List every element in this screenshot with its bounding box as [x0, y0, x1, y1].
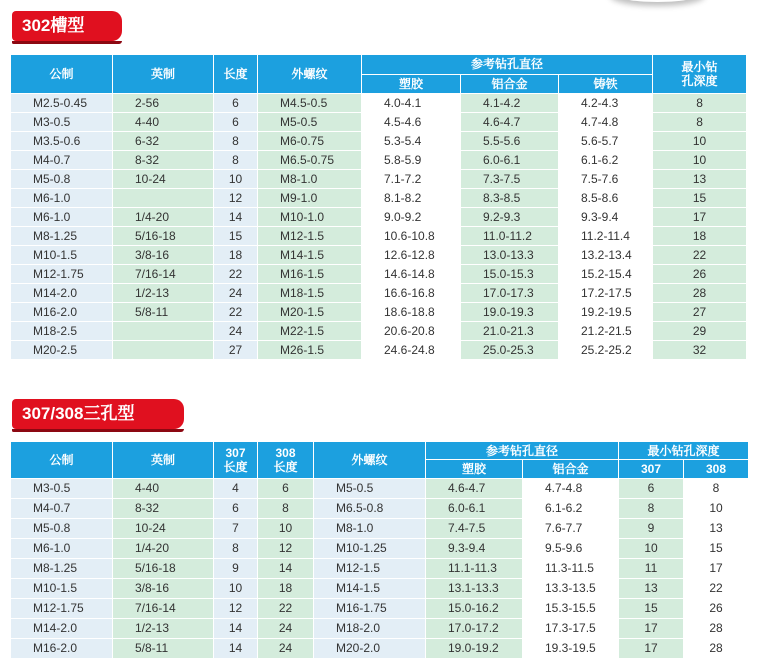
- cell-min-depth: 8: [653, 113, 747, 132]
- cell-outer-thread: M12-1.5: [314, 559, 426, 579]
- cell-min-depth: 17: [653, 208, 747, 227]
- cell-length: 6: [214, 94, 258, 113]
- cell-depth-307: 11: [619, 559, 684, 579]
- cell-length-308: 24: [258, 639, 314, 659]
- cell-min-depth: 27: [653, 303, 747, 322]
- cell-metric: M3-0.5: [11, 113, 113, 132]
- cell-imperial: 8-32: [113, 151, 214, 170]
- cell-plastic: 20.6-20.8: [362, 322, 461, 341]
- cell-imperial: 5/8-11: [113, 303, 214, 322]
- cell-imperial: 3/8-16: [113, 246, 214, 265]
- cell-cast-iron: 9.3-9.4: [559, 208, 653, 227]
- decorative-shadow: [610, 0, 705, 2]
- cell-min-depth: 26: [653, 265, 747, 284]
- cell-aluminum: 6.0-6.1: [461, 151, 559, 170]
- cell-length-308: 6: [258, 479, 314, 499]
- cell-length-308: 8: [258, 499, 314, 519]
- table-row: [11, 499, 749, 519]
- header-depth-307: 307: [619, 460, 684, 479]
- cell-imperial: 10-24: [113, 519, 214, 539]
- header-aluminum: 铝合金: [523, 460, 619, 479]
- cell-length-307: 10: [214, 579, 258, 599]
- cell-aluminum: 9.2-9.3: [461, 208, 559, 227]
- cell-cast-iron: 19.2-19.5: [559, 303, 653, 322]
- cell-metric: M16-2.0: [11, 303, 113, 322]
- cell-depth-308: 17: [684, 559, 749, 579]
- cell-depth-308: 28: [684, 639, 749, 659]
- cell-aluminum: 15.0-15.3: [461, 265, 559, 284]
- cell-aluminum: 7.3-7.5: [461, 170, 559, 189]
- header-plastic: 塑胶: [362, 74, 461, 94]
- cell-metric: M2.5-0.45: [11, 94, 113, 113]
- cell-outer-thread: M14-1.5: [314, 579, 426, 599]
- cell-depth-307: 17: [619, 639, 684, 659]
- cell-metric: M6-1.0: [11, 208, 113, 227]
- table-row: [11, 341, 747, 360]
- cell-plastic: 17.0-17.2: [426, 619, 523, 639]
- cell-imperial: 1/4-20: [113, 208, 214, 227]
- cell-plastic: 10.6-10.8: [362, 227, 461, 246]
- header-length-307-label: 长度: [223, 460, 248, 474]
- cell-plastic: 24.6-24.8: [362, 341, 461, 360]
- section-tag-302: 302槽型: [12, 11, 122, 41]
- table-row: [11, 559, 749, 579]
- cell-metric: M6-1.0: [11, 539, 113, 559]
- table-row: [11, 265, 747, 284]
- cell-imperial: 1/2-13: [113, 619, 214, 639]
- table-row: [11, 189, 747, 208]
- table-row: [11, 322, 747, 341]
- cell-plastic: 13.1-13.3: [426, 579, 523, 599]
- cell-aluminum: 19.0-19.3: [461, 303, 559, 322]
- cell-imperial: 1/2-13: [113, 284, 214, 303]
- table-row: [11, 170, 747, 189]
- cell-imperial: 1/4-20: [113, 539, 214, 559]
- header-length-308-num: 308: [275, 446, 296, 460]
- header-aluminum: 铝合金: [461, 74, 559, 94]
- cell-aluminum: 9.5-9.6: [523, 539, 619, 559]
- cell-imperial: 7/16-14: [113, 599, 214, 619]
- cell-plastic: 9.3-9.4: [426, 539, 523, 559]
- cell-min-depth: 8: [653, 94, 747, 113]
- cell-plastic: 8.1-8.2: [362, 189, 461, 208]
- cell-imperial: 8-32: [113, 499, 214, 519]
- cell-length-308: 22: [258, 599, 314, 619]
- cell-aluminum: 19.3-19.5: [523, 639, 619, 659]
- cell-depth-307: 9: [619, 519, 684, 539]
- cell-imperial: 10-24: [113, 170, 214, 189]
- cell-length-307: 14: [214, 619, 258, 639]
- cell-outer-thread: M5-0.5: [314, 479, 426, 499]
- cell-metric: M16-2.0: [11, 639, 113, 659]
- cell-min-depth: 10: [653, 132, 747, 151]
- cell-min-depth: 28: [653, 284, 747, 303]
- cell-metric: M18-2.5: [11, 322, 113, 341]
- cell-outer-thread: M14-1.5: [258, 246, 362, 265]
- cell-depth-308: 22: [684, 579, 749, 599]
- cell-depth-308: 10: [684, 499, 749, 519]
- cell-plastic: 6.0-6.1: [426, 499, 523, 519]
- cell-length-307: 7: [214, 519, 258, 539]
- cell-length: 12: [214, 189, 258, 208]
- header-outer-thread: 外螺纹: [258, 55, 362, 94]
- cell-length-308: 18: [258, 579, 314, 599]
- cell-aluminum: 15.3-15.5: [523, 599, 619, 619]
- cell-plastic: 5.3-5.4: [362, 132, 461, 151]
- cell-outer-thread: M18-2.0: [314, 619, 426, 639]
- cell-outer-thread: M16-1.5: [258, 265, 362, 284]
- cell-aluminum: 17.0-17.3: [461, 284, 559, 303]
- cell-outer-thread: M6.5-0.75: [258, 151, 362, 170]
- header-metric: 公制: [11, 55, 113, 94]
- cell-metric: M10-1.5: [11, 579, 113, 599]
- cell-depth-308: 28: [684, 619, 749, 639]
- table-row: [11, 113, 747, 132]
- cell-aluminum: 25.0-25.3: [461, 341, 559, 360]
- cell-outer-thread: M20-2.0: [314, 639, 426, 659]
- cell-plastic: 7.1-7.2: [362, 170, 461, 189]
- cell-depth-307: 15: [619, 599, 684, 619]
- cell-length-307: 9: [214, 559, 258, 579]
- cell-length: 27: [214, 341, 258, 360]
- cell-depth-308: 26: [684, 599, 749, 619]
- header-cast-iron: 铸铁: [559, 74, 653, 94]
- cell-length: 8: [214, 132, 258, 151]
- table-row: [11, 599, 749, 619]
- cell-length: 18: [214, 246, 258, 265]
- cell-imperial: 2-56: [113, 94, 214, 113]
- cell-min-depth: 10: [653, 151, 747, 170]
- table-row: [11, 132, 747, 151]
- cell-metric: M3.5-0.6: [11, 132, 113, 151]
- table-row: [11, 151, 747, 170]
- header-length-308-label: 长度: [273, 460, 298, 474]
- cell-aluminum: 13.0-13.3: [461, 246, 559, 265]
- header-min-depth: 最小钻孔深度: [619, 442, 749, 460]
- cell-outer-thread: M12-1.5: [258, 227, 362, 246]
- cell-plastic: 4.5-4.6: [362, 113, 461, 132]
- cell-outer-thread: M5-0.5: [258, 113, 362, 132]
- cell-outer-thread: M6-0.75: [258, 132, 362, 151]
- cell-cast-iron: 15.2-15.4: [559, 265, 653, 284]
- table-row: [11, 479, 749, 499]
- cell-metric: M20-2.5: [11, 341, 113, 360]
- table-row: [11, 539, 749, 559]
- cell-aluminum: 4.7-4.8: [523, 479, 619, 499]
- cell-imperial: 4-40: [113, 479, 214, 499]
- cell-min-depth: 29: [653, 322, 747, 341]
- cell-outer-thread: M20-1.5: [258, 303, 362, 322]
- cell-outer-thread: M6.5-0.8: [314, 499, 426, 519]
- cell-length-307: 14: [214, 639, 258, 659]
- cell-cast-iron: 21.2-21.5: [559, 322, 653, 341]
- cell-aluminum: 4.1-4.2: [461, 94, 559, 113]
- cell-length-307: 12: [214, 599, 258, 619]
- spec-table-307-308: [10, 441, 749, 659]
- cell-metric: M4-0.7: [11, 499, 113, 519]
- cell-plastic: 11.1-11.3: [426, 559, 523, 579]
- cell-length: 14: [214, 208, 258, 227]
- spec-table-302: [10, 54, 747, 360]
- cell-length: 22: [214, 303, 258, 322]
- cell-length-308: 12: [258, 539, 314, 559]
- cell-plastic: 7.4-7.5: [426, 519, 523, 539]
- cell-depth-308: 15: [684, 539, 749, 559]
- cell-length: 24: [214, 322, 258, 341]
- cell-imperial: 5/16-18: [113, 227, 214, 246]
- cell-aluminum: 11.0-11.2: [461, 227, 559, 246]
- cell-aluminum: 11.3-11.5: [523, 559, 619, 579]
- cell-metric: M14-2.0: [11, 284, 113, 303]
- cell-aluminum: 8.3-8.5: [461, 189, 559, 208]
- cell-length: 8: [214, 151, 258, 170]
- cell-metric: M12-1.75: [11, 265, 113, 284]
- cell-min-depth: 13: [653, 170, 747, 189]
- cell-outer-thread: M18-1.5: [258, 284, 362, 303]
- cell-length-308: 24: [258, 619, 314, 639]
- cell-outer-thread: M16-1.75: [314, 599, 426, 619]
- cell-imperial: 3/8-16: [113, 579, 214, 599]
- cell-aluminum: 7.6-7.7: [523, 519, 619, 539]
- cell-depth-308: 13: [684, 519, 749, 539]
- cell-length: 24: [214, 284, 258, 303]
- table-row: [11, 303, 747, 322]
- table-row: [11, 639, 749, 659]
- header-imperial: 英制: [113, 55, 214, 94]
- cell-outer-thread: M26-1.5: [258, 341, 362, 360]
- cell-plastic: 16.6-16.8: [362, 284, 461, 303]
- cell-outer-thread: M10-1.25: [314, 539, 426, 559]
- table-row: [11, 619, 749, 639]
- cell-plastic: 19.0-19.2: [426, 639, 523, 659]
- cell-cast-iron: 17.2-17.5: [559, 284, 653, 303]
- cell-aluminum: 21.0-21.3: [461, 322, 559, 341]
- header-depth-308: 308: [684, 460, 749, 479]
- cell-imperial: 6-32: [113, 132, 214, 151]
- cell-plastic: 15.0-16.2: [426, 599, 523, 619]
- cell-outer-thread: M8-1.0: [258, 170, 362, 189]
- cell-aluminum: 5.5-5.6: [461, 132, 559, 151]
- cell-metric: M8-1.25: [11, 559, 113, 579]
- cell-metric: M4-0.7: [11, 151, 113, 170]
- cell-plastic: 4.0-4.1: [362, 94, 461, 113]
- cell-cast-iron: 5.6-5.7: [559, 132, 653, 151]
- cell-length: 22: [214, 265, 258, 284]
- header-metric: 公制: [11, 442, 113, 479]
- header-outer-thread: 外螺纹: [314, 442, 426, 479]
- cell-cast-iron: 25.2-25.2: [559, 341, 653, 360]
- cell-depth-307: 8: [619, 499, 684, 519]
- table-row: [11, 227, 747, 246]
- cell-length-307: 6: [214, 499, 258, 519]
- header-length-307-num: 307: [225, 446, 246, 460]
- cell-metric: M3-0.5: [11, 479, 113, 499]
- cell-length-308: 10: [258, 519, 314, 539]
- cell-outer-thread: M10-1.0: [258, 208, 362, 227]
- cell-metric: M10-1.5: [11, 246, 113, 265]
- cell-depth-307: 13: [619, 579, 684, 599]
- cell-length-307: 8: [214, 539, 258, 559]
- cell-aluminum: 6.1-6.2: [523, 499, 619, 519]
- cell-plastic: 4.6-4.7: [426, 479, 523, 499]
- cell-metric: M5-0.8: [11, 170, 113, 189]
- cell-cast-iron: 7.5-7.6: [559, 170, 653, 189]
- cell-depth-307: 6: [619, 479, 684, 499]
- header-plastic: 塑胶: [426, 460, 523, 479]
- cell-imperial: 7/16-14: [113, 265, 214, 284]
- cell-cast-iron: 4.2-4.3: [559, 94, 653, 113]
- cell-length: 6: [214, 113, 258, 132]
- header-length: 长度: [214, 55, 258, 94]
- cell-imperial: [113, 341, 214, 360]
- header-length-308: [258, 442, 314, 479]
- header-drill-reference: 参考钻孔直径: [426, 442, 619, 460]
- cell-length-308: 14: [258, 559, 314, 579]
- header-drill-reference: 参考钻孔直径: [362, 55, 653, 75]
- cell-imperial: 5/16-18: [113, 559, 214, 579]
- header-min-depth: [653, 55, 747, 94]
- section-tag-307-308: 307/308三孔型: [12, 399, 184, 429]
- cell-depth-307: 10: [619, 539, 684, 559]
- cell-outer-thread: M4.5-0.5: [258, 94, 362, 113]
- cell-metric: M14-2.0: [11, 619, 113, 639]
- cell-plastic: 18.6-18.8: [362, 303, 461, 322]
- cell-min-depth: 18: [653, 227, 747, 246]
- table-row: [11, 519, 749, 539]
- cell-min-depth: 15: [653, 189, 747, 208]
- cell-length: 15: [214, 227, 258, 246]
- cell-depth-307: 17: [619, 619, 684, 639]
- cell-cast-iron: 6.1-6.2: [559, 151, 653, 170]
- table-row: [11, 284, 747, 303]
- cell-min-depth: 22: [653, 246, 747, 265]
- cell-plastic: 12.6-12.8: [362, 246, 461, 265]
- cell-cast-iron: 8.5-8.6: [559, 189, 653, 208]
- cell-imperial: 5/8-11: [113, 639, 214, 659]
- cell-outer-thread: M22-1.5: [258, 322, 362, 341]
- header-length-307: [214, 442, 258, 479]
- cell-plastic: 14.6-14.8: [362, 265, 461, 284]
- cell-plastic: 5.8-5.9: [362, 151, 461, 170]
- cell-metric: M6-1.0: [11, 189, 113, 208]
- cell-length-307: 4: [214, 479, 258, 499]
- cell-aluminum: 13.3-13.5: [523, 579, 619, 599]
- cell-cast-iron: 13.2-13.4: [559, 246, 653, 265]
- cell-imperial: [113, 189, 214, 208]
- table-row: [11, 579, 749, 599]
- cell-plastic: 9.0-9.2: [362, 208, 461, 227]
- cell-cast-iron: 11.2-11.4: [559, 227, 653, 246]
- cell-metric: M5-0.8: [11, 519, 113, 539]
- cell-metric: M12-1.75: [11, 599, 113, 619]
- cell-aluminum: 4.6-4.7: [461, 113, 559, 132]
- cell-metric: M8-1.25: [11, 227, 113, 246]
- table-row: [11, 246, 747, 265]
- cell-aluminum: 17.3-17.5: [523, 619, 619, 639]
- table-row: [11, 208, 747, 227]
- cell-outer-thread: M9-1.0: [258, 189, 362, 208]
- header-min-depth-line1: 最小钻: [681, 60, 718, 74]
- cell-min-depth: 32: [653, 341, 747, 360]
- cell-imperial: 4-40: [113, 113, 214, 132]
- cell-imperial: [113, 322, 214, 341]
- header-imperial: 英制: [113, 442, 214, 479]
- cell-length: 10: [214, 170, 258, 189]
- cell-depth-308: 8: [684, 479, 749, 499]
- cell-cast-iron: 4.7-4.8: [559, 113, 653, 132]
- header-min-depth-line2: 孔深度: [681, 74, 718, 88]
- cell-outer-thread: M8-1.0: [314, 519, 426, 539]
- table-row: [11, 94, 747, 113]
